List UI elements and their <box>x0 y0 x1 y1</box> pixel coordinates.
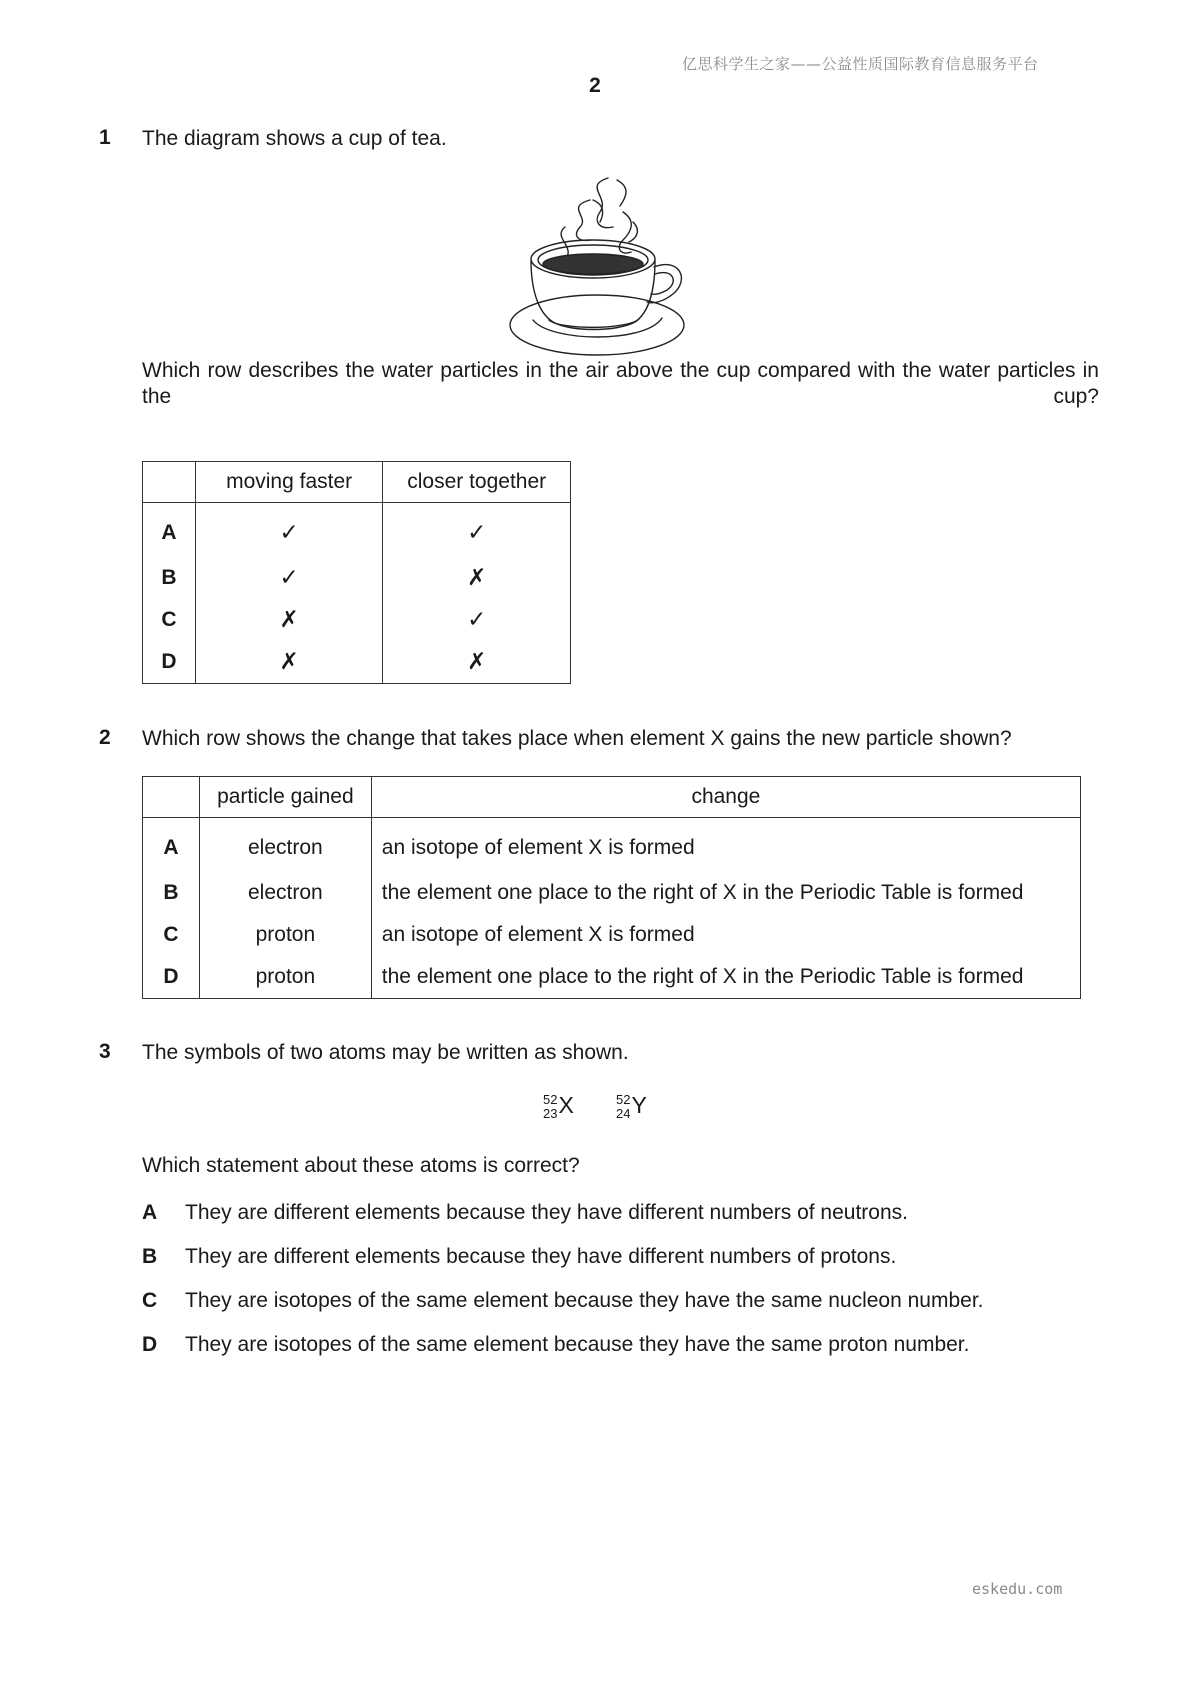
table-row <box>143 956 1081 999</box>
nuclide-x <box>543 1092 574 1121</box>
header-cell <box>143 777 200 818</box>
option-text: They are different elements because they have different numbers of neutrons. <box>185 1201 908 1224</box>
mark-cell: ✓ <box>195 503 383 558</box>
option-text: They are isotopes of the same element because they have the same nucleon number. <box>185 1289 984 1312</box>
q3-number: 3 <box>99 1040 111 1063</box>
particle-cell: proton <box>199 914 371 956</box>
table-row <box>143 557 571 599</box>
q1-intro: The diagram shows a cup of tea. <box>142 127 447 150</box>
option-letter: B <box>142 1245 158 1268</box>
header-cell <box>143 462 196 503</box>
mark-cell: ✗ <box>383 641 571 684</box>
mark-cell: ✗ <box>383 557 571 599</box>
steam-line <box>629 222 637 242</box>
element-symbol: Y <box>631 1092 647 1118</box>
header-cell: particle gained <box>199 777 371 818</box>
row-letter: A <box>143 503 196 558</box>
row-letter: C <box>143 914 200 956</box>
particle-cell: electron <box>199 818 371 873</box>
cup-of-tea-illustration <box>505 172 695 364</box>
cup-handle <box>647 265 681 303</box>
option-text: They are different elements because they have different numbers of protons. <box>185 1245 897 1268</box>
header-cell: moving faster <box>195 462 383 503</box>
tea-surface <box>543 254 643 274</box>
q1-table <box>142 461 571 684</box>
q2-number: 2 <box>99 726 111 749</box>
table-row <box>143 599 571 641</box>
table-row <box>143 914 1081 956</box>
header-cell: closer together <box>383 462 571 503</box>
table-row <box>143 503 571 558</box>
table-row <box>143 641 571 684</box>
option-letter: C <box>142 1289 158 1312</box>
row-letter: B <box>143 872 200 914</box>
steam-line <box>577 200 590 240</box>
particle-cell: proton <box>199 956 371 999</box>
saucer-outer <box>510 295 684 355</box>
q2-question: Which row shows the change that takes place when element X gains the new particle shown? <box>142 727 1012 750</box>
row-letter: A <box>143 818 200 873</box>
footer-watermark: eskedu.com <box>972 1580 1063 1598</box>
mass-number: 52 <box>616 1091 631 1107</box>
atomic-number: 24 <box>616 1105 631 1121</box>
atomic-number: 23 <box>543 1105 558 1121</box>
particle-cell: electron <box>199 872 371 914</box>
mark-cell: ✗ <box>195 641 383 684</box>
nuclide-y <box>616 1092 647 1121</box>
mass-number: 52 <box>543 1091 558 1107</box>
change-cell: the element one place to the right of X in the Periodic Table is formed <box>371 956 1080 999</box>
q3-question: Which statement about these atoms is correct? <box>142 1154 580 1177</box>
row-letter: D <box>143 956 200 999</box>
q2-table <box>142 776 1081 999</box>
mark-cell: ✓ <box>383 503 571 558</box>
steam-line <box>597 178 613 228</box>
mark-cell: ✓ <box>383 599 571 641</box>
option-letter: D <box>142 1333 158 1356</box>
page-number: 2 <box>589 74 601 97</box>
header-watermark: 亿思科学生之家——公益性质国际教育信息服务平台 <box>682 55 1039 73</box>
header-cell: change <box>371 777 1080 818</box>
row-letter: B <box>143 557 196 599</box>
steam-line <box>617 180 626 206</box>
q3-intro: The symbols of two atoms may be written as shown. <box>142 1041 629 1064</box>
option-letter: A <box>142 1201 158 1224</box>
change-cell: an isotope of element X is formed <box>371 818 1080 873</box>
row-letter: C <box>143 599 196 641</box>
table-header-row <box>143 462 571 503</box>
change-cell: the element one place to the right of X in the Periodic Table is formed <box>371 872 1080 914</box>
table-row <box>143 872 1081 914</box>
q1-question: Which row describes the water particles in the air above the cup compared with the water particles in the cup? <box>142 359 1099 408</box>
option-text: They are isotopes of the same element because they have the same proton number. <box>185 1333 970 1356</box>
change-cell: an isotope of element X is formed <box>371 914 1080 956</box>
mark-cell: ✓ <box>195 557 383 599</box>
element-symbol: X <box>558 1092 574 1118</box>
table-header-row <box>143 777 1081 818</box>
mark-cell: ✗ <box>195 599 383 641</box>
row-letter: D <box>143 641 196 684</box>
q1-number: 1 <box>99 126 111 149</box>
table-row <box>143 818 1081 873</box>
